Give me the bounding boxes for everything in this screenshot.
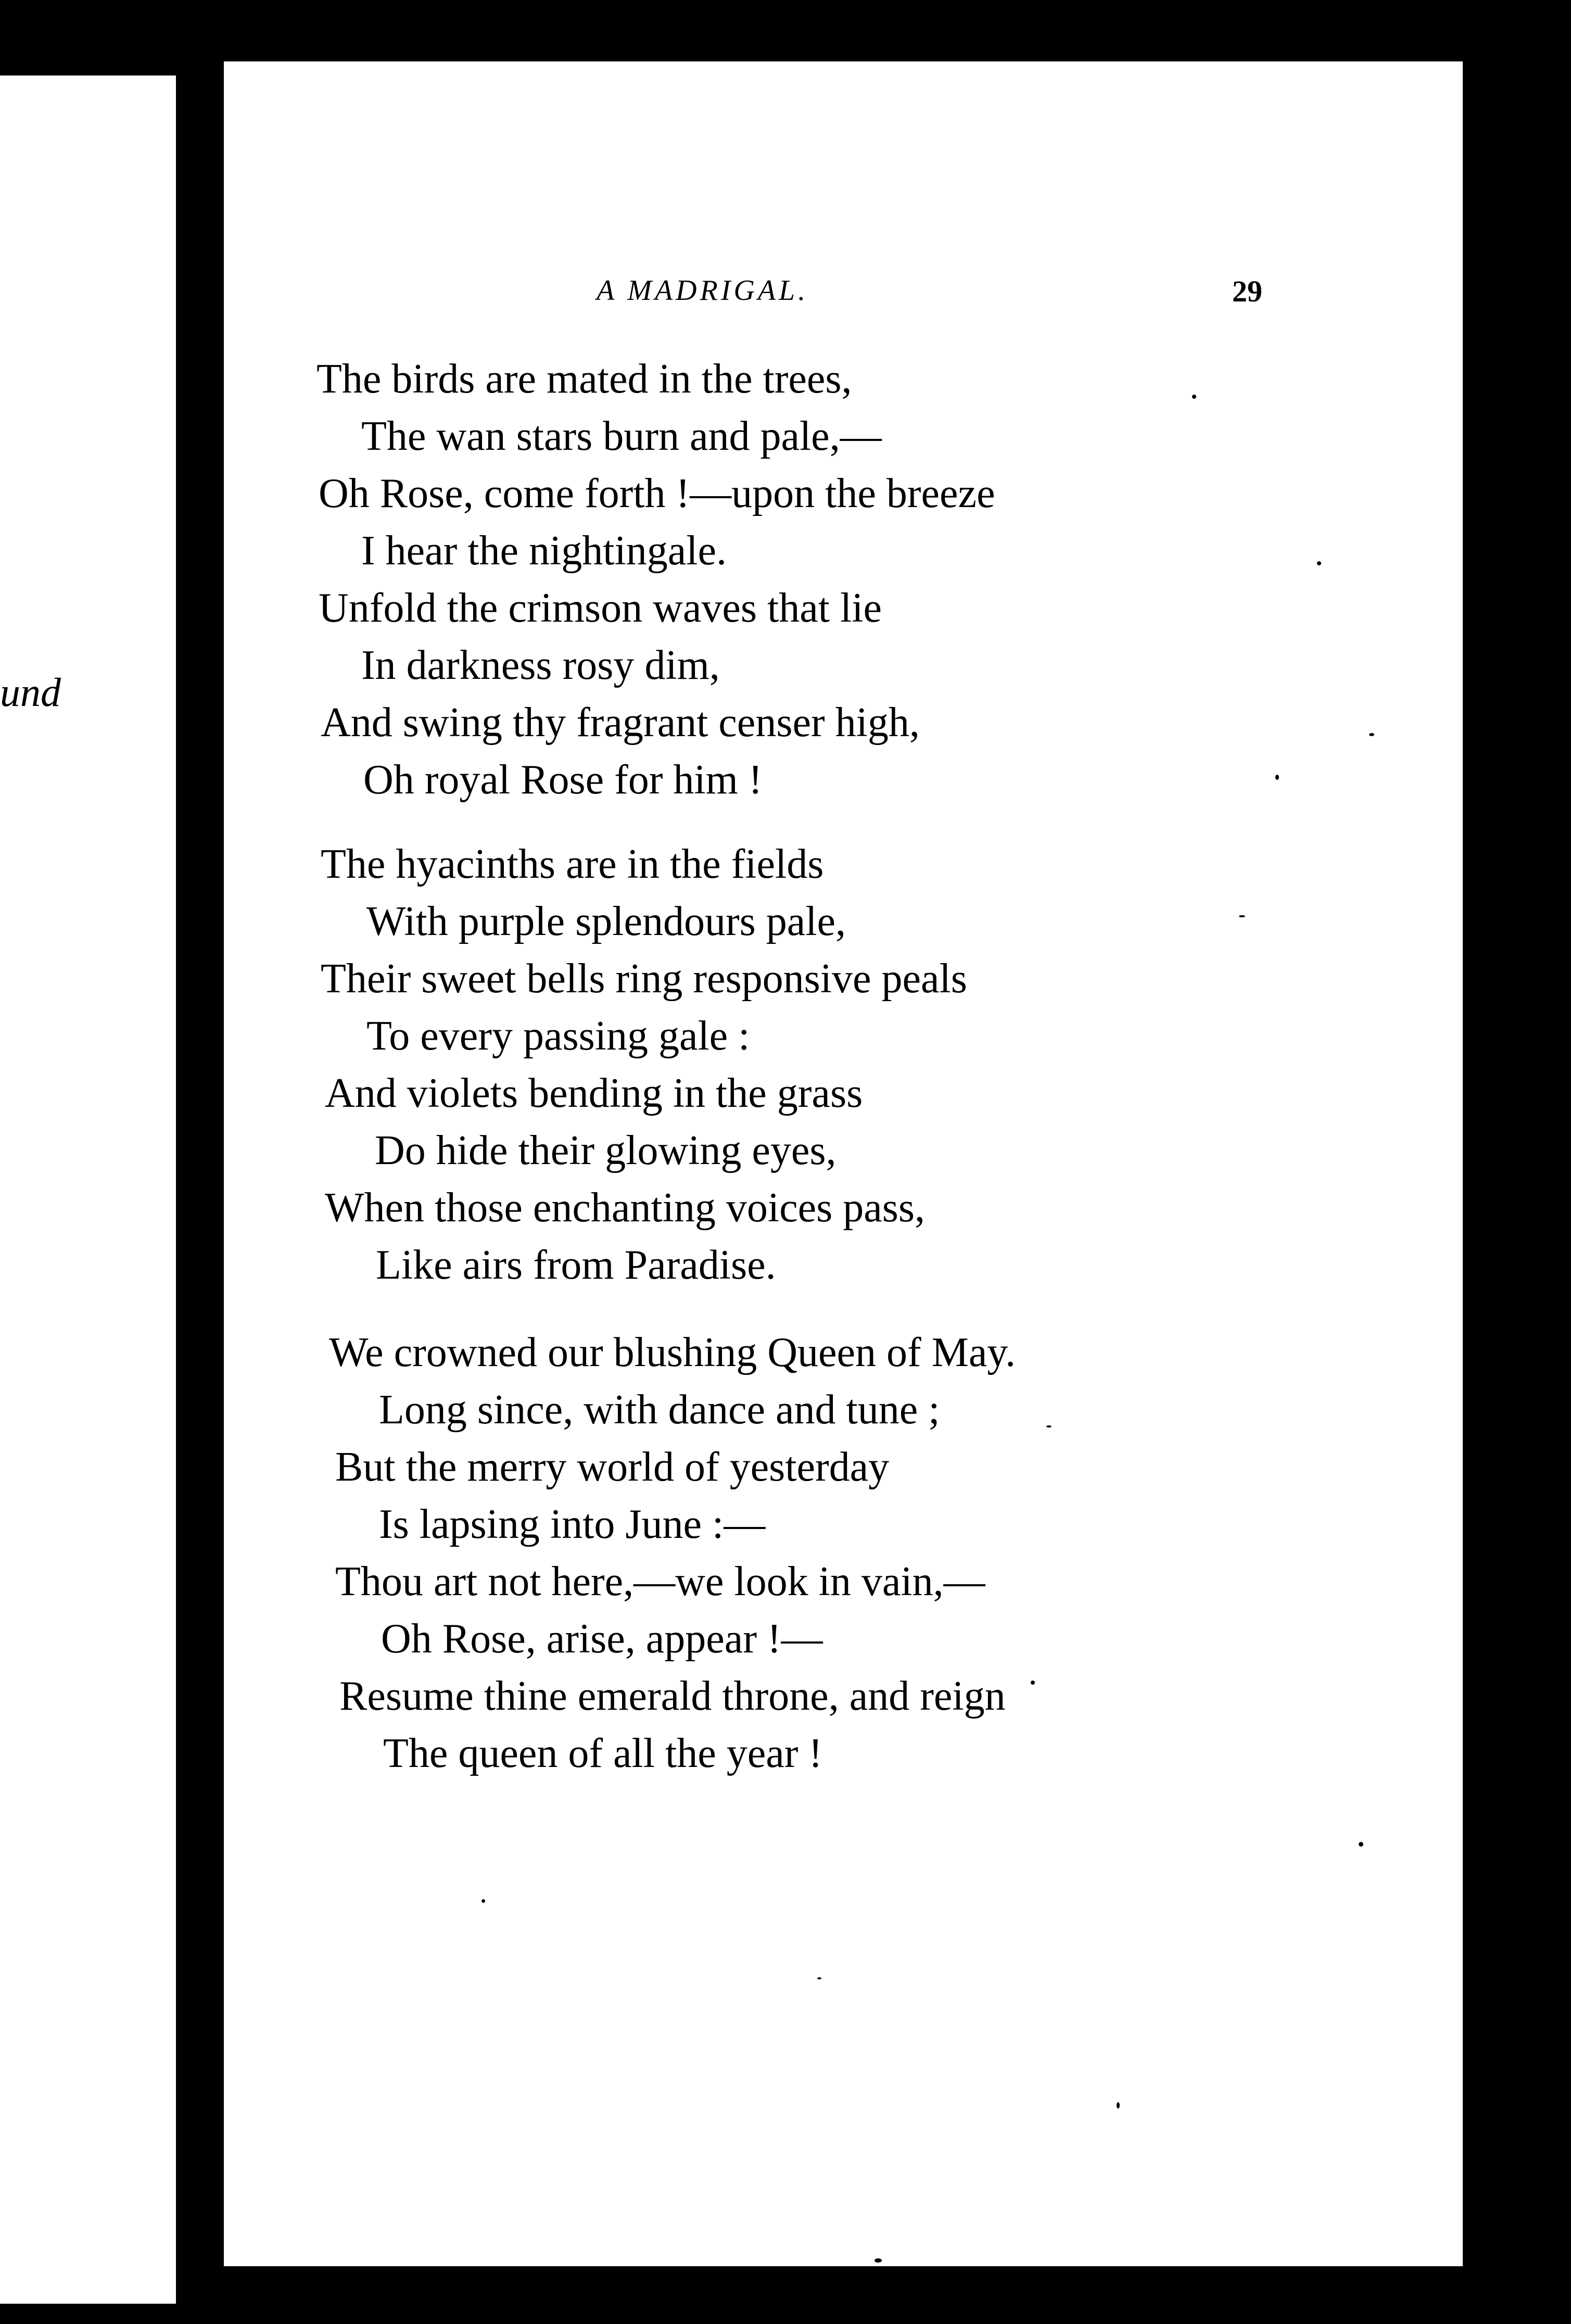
poem-line: I hear the nightingale. (361, 528, 727, 574)
poem-line: Their sweet bells ring responsive peals (321, 956, 967, 1002)
scan-speck (817, 1977, 821, 1979)
scan-speck (1192, 395, 1196, 399)
poem-line: Like airs from Paradise. (376, 1242, 776, 1288)
poem-line: We crowned our blushing Queen of May. (329, 1330, 1016, 1375)
scan-speck (875, 2258, 882, 2263)
poem-line: Oh Rose, come forth !—upon the breeze (319, 471, 995, 516)
scan-speck (1359, 1842, 1363, 1847)
scan-speck (1239, 915, 1245, 917)
scan-speck (1117, 2102, 1120, 2108)
scan-speck (1369, 733, 1374, 736)
poem-line: And swing thy fragrant censer high, (321, 700, 920, 746)
poem-line: Thou art not here,—we look in vain,— (335, 1559, 985, 1605)
scan-speck (1046, 1425, 1051, 1428)
poem-line: Resume thine emerald throne, and reign (339, 1673, 1006, 1719)
poem-line: The queen of all the year ! (383, 1731, 823, 1776)
scan-speck (1317, 561, 1321, 565)
poem-line: In darkness rosy dim, (361, 642, 720, 688)
poem-line: The hyacinths are in the fields (321, 841, 824, 887)
book-page (224, 61, 1463, 2266)
running-head-title: A MADRIGAL. (597, 274, 809, 307)
poem-line: And violets bending in the grass (325, 1070, 863, 1116)
facing-page-text-fragment: und (0, 670, 61, 715)
scan-speck (1275, 775, 1279, 780)
poem-line: Do hide their glowing eyes, (375, 1128, 837, 1173)
poem-line: Is lapsing into June :— (379, 1501, 766, 1547)
poem-line: The birds are mated in the trees, (316, 356, 852, 402)
scan-speck (1031, 1681, 1035, 1685)
page-number: 29 (1232, 274, 1262, 308)
poem-line: Oh royal Rose for him ! (363, 757, 763, 803)
facing-page-edge (0, 75, 176, 2304)
poem-line: When those enchanting voices pass, (325, 1185, 926, 1231)
poem-line: Oh Rose, arise, appear !— (381, 1616, 823, 1662)
poem-line: Unfold the crimson waves that lie (319, 585, 882, 631)
poem-line: To every passing gale : (366, 1013, 750, 1059)
poem-line: With purple splendours pale, (366, 899, 846, 944)
poem-line: Long since, with dance and tune ; (379, 1387, 940, 1433)
poem-line: The wan stars burn and pale,— (361, 413, 882, 459)
poem-line: But the merry world of yesterday (335, 1444, 890, 1490)
scan-speck (482, 1899, 485, 1903)
